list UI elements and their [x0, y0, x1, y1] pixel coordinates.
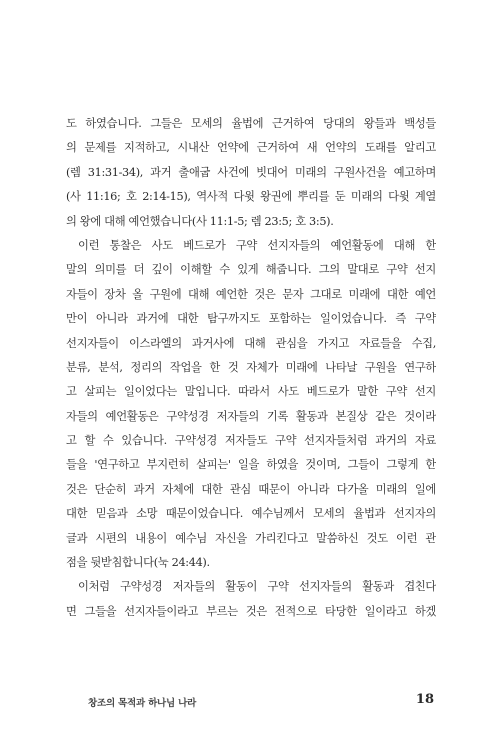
text-line: 고 할 수 있습니다. 구약성경 저자들도 구약 선지자들처럼 과거의 자료 — [66, 434, 436, 448]
text-line: 글과 시편의 내용이 예수님 자신을 가리킨다고 말씀하신 것도 이런 관 — [66, 531, 436, 545]
paragraph-2 — [66, 234, 436, 575]
text-line: 자들의 예언활동은 구약성경 저자들의 기록 활동과 본질상 같은 것이라 — [66, 409, 436, 423]
text-line: 것은 단순히 과거 자체에 대한 관심 때문이 아니라 다가올 미래의 일에 — [66, 482, 436, 496]
text-line: 이런 통찰은 사도 베드로가 구약 선지자들의 예언활동에 대해 한 — [78, 238, 436, 252]
text-line: 대한 믿음과 소망 때문이었습니다. 예수님께서 모세의 율법과 선지자의 — [66, 507, 436, 521]
page-number: 18 — [415, 692, 434, 707]
text-line: 도 하였습니다. 그들은 모세의 율법에 근거하여 당대의 왕들과 백성들 — [66, 117, 436, 130]
text-line: 의 문제를 지적하고, 시내산 언약에 근거하여 새 언약의 도래를 알리고 — [66, 141, 436, 155]
text-line: 자들이 장차 올 구원에 대해 예언한 것은 문자 그대로 미래에 대한 예언 — [66, 287, 436, 301]
text-line: 선지자들이 이스라엘의 과거사에 대해 관심을 가지고 자료들을 수집, — [66, 336, 436, 350]
body-text — [66, 112, 436, 624]
paragraph-3 — [66, 575, 436, 624]
running-footer-book-title: 창조의 목적과 하나님 나라 — [88, 698, 197, 709]
text-line: 점을 뒷받침합니다(눅 24:44). — [66, 556, 210, 570]
text-line: 면 그들을 선지자들이라고 부르는 것은 전적으로 타당한 일이라고 하겠 — [66, 604, 436, 618]
text-line: (렘 31:31-34), 과거 출애굽 사건에 빗대어 미래의 구원사건을 예고하며 — [66, 165, 436, 179]
paragraph-1 — [66, 112, 436, 234]
text-line: 말의 의미를 더 깊이 이해할 수 있게 해줍니다. 그의 말대로 구약 선지 — [66, 263, 436, 277]
text-line: 고 살피는 일이었다는 말입니다. 따라서 사도 베드로가 말한 구약 선지 — [66, 385, 436, 399]
text-line: 만이 아니라 과거에 대한 탐구까지도 포함하는 일이었습니다. 즉 구약 — [66, 312, 436, 326]
text-line: 의 왕에 대해 예언했습니다(사 11:1-5; 렘 23:5; 호 3:5). — [66, 214, 334, 228]
text-line: (사 11:16; 호 2:14-15), 역사적 다윗 왕권에 뿌리를 둔 미래의 다윗 계열 — [66, 190, 436, 204]
text-line: 들을 '연구하고 부지런히 살피는' 일을 하였을 것이며, 그들이 그렇게 한 — [66, 458, 436, 472]
text-line: 분류, 분석, 정리의 작업을 한 것 자체가 미래에 나타날 구원을 연구하 — [66, 360, 436, 374]
text-line: 이처럼 구약성경 저자들의 활동이 구약 선지자들의 활동과 겹친다 — [78, 580, 436, 594]
